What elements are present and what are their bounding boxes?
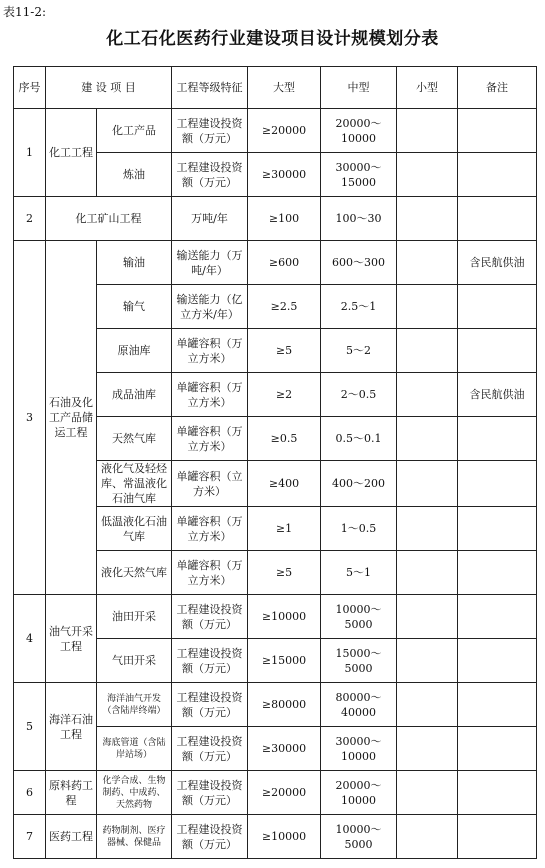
small-cell xyxy=(397,683,458,727)
table-row xyxy=(14,241,537,285)
subitem-cell: 油田开采 xyxy=(97,595,172,639)
header-no: 序号 xyxy=(14,67,46,109)
large-cell: ≥5 xyxy=(248,329,321,373)
subitem-cell: 海洋油气开发（含陆岸终端） xyxy=(97,683,172,727)
category-cell: 油气开采工程 xyxy=(46,595,97,683)
small-cell xyxy=(397,815,458,859)
medium-cell: 1～0.5 xyxy=(321,507,397,551)
large-cell: ≥1 xyxy=(248,507,321,551)
row-number: 7 xyxy=(14,815,46,859)
medium-cell: 5～2 xyxy=(321,329,397,373)
category-cell: 医药工程 xyxy=(46,815,97,859)
subitem-cell: 化学合成、生物制药、中成药、天然药物 xyxy=(97,771,172,815)
medium-cell: 20000～10000 xyxy=(321,771,397,815)
small-cell xyxy=(397,507,458,551)
large-cell: ≥10000 xyxy=(248,815,321,859)
large-cell: ≥20000 xyxy=(248,771,321,815)
small-cell xyxy=(397,285,458,329)
note-cell xyxy=(458,639,537,683)
large-cell: ≥30000 xyxy=(248,727,321,771)
feature-cell: 单罐容积（万立方米） xyxy=(172,329,248,373)
medium-cell: 2.5～1 xyxy=(321,285,397,329)
note-cell xyxy=(458,417,537,461)
medium-cell: 15000～5000 xyxy=(321,639,397,683)
subitem-cell: 气田开采 xyxy=(97,639,172,683)
subitem-cell: 液化天然气库 xyxy=(97,551,172,595)
medium-cell: 30000～15000 xyxy=(321,153,397,197)
small-cell xyxy=(397,153,458,197)
small-cell xyxy=(397,241,458,285)
medium-cell: 20000～10000 xyxy=(321,109,397,153)
feature-cell: 工程建设投资额（万元） xyxy=(172,153,248,197)
large-cell: ≥0.5 xyxy=(248,417,321,461)
feature-cell: 单罐容积（万立方米） xyxy=(172,551,248,595)
table-row xyxy=(14,815,537,859)
feature-cell: 输送能力（亿立方米/年） xyxy=(172,285,248,329)
subitem-cell: 液化气及轻烃库、常温液化石油气库 xyxy=(97,461,172,507)
medium-cell: 600～300 xyxy=(321,241,397,285)
feature-cell: 工程建设投资额（万元） xyxy=(172,595,248,639)
subitem-cell: 炼油 xyxy=(97,153,172,197)
medium-cell: 30000～10000 xyxy=(321,727,397,771)
feature-cell: 工程建设投资额（万元） xyxy=(172,727,248,771)
row-number: 1 xyxy=(14,109,46,197)
note-cell xyxy=(458,329,537,373)
medium-cell: 80000～40000 xyxy=(321,683,397,727)
note-cell xyxy=(458,595,537,639)
category-cell: 海洋石油工程 xyxy=(46,683,97,771)
header-small: 小型 xyxy=(397,67,458,109)
table-row xyxy=(14,683,537,727)
small-cell xyxy=(397,329,458,373)
small-cell xyxy=(397,197,458,241)
small-cell xyxy=(397,727,458,771)
subitem-cell: 低温液化石油气库 xyxy=(97,507,172,551)
small-cell xyxy=(397,373,458,417)
header-note: 备注 xyxy=(458,67,537,109)
large-cell: ≥400 xyxy=(248,461,321,507)
row-number: 6 xyxy=(14,771,46,815)
header-project: 建 设 项 目 xyxy=(46,67,172,109)
feature-cell: 工程建设投资额（万元） xyxy=(172,109,248,153)
small-cell xyxy=(397,461,458,507)
large-cell: ≥2 xyxy=(248,373,321,417)
feature-cell: 输送能力（万吨/年） xyxy=(172,241,248,285)
subitem-cell: 成品油库 xyxy=(97,373,172,417)
feature-cell: 工程建设投资额（万元） xyxy=(172,683,248,727)
note-cell xyxy=(458,727,537,771)
subitem-cell: 输气 xyxy=(97,285,172,329)
large-cell: ≥10000 xyxy=(248,595,321,639)
feature-cell: 工程建设投资额（万元） xyxy=(172,815,248,859)
row-number: 2 xyxy=(14,197,46,241)
header-row xyxy=(14,67,537,109)
feature-cell: 单罐容积（万立方米） xyxy=(172,373,248,417)
header-medium: 中型 xyxy=(321,67,397,109)
medium-cell: 0.5～0.1 xyxy=(321,417,397,461)
large-cell: ≥80000 xyxy=(248,683,321,727)
note-cell: 含民航供油 xyxy=(458,241,537,285)
note-cell xyxy=(458,507,537,551)
note-cell: 含民航供油 xyxy=(458,373,537,417)
medium-cell: 400～200 xyxy=(321,461,397,507)
medium-cell: 5～1 xyxy=(321,551,397,595)
medium-cell: 10000～5000 xyxy=(321,815,397,859)
note-cell xyxy=(458,285,537,329)
table-number-label: 表11-2: xyxy=(3,5,47,19)
subitem-cell: 输油 xyxy=(97,241,172,285)
table-row xyxy=(14,595,537,639)
category-cell: 石油及化工产品储运工程 xyxy=(46,241,97,595)
note-cell xyxy=(458,551,537,595)
note-cell xyxy=(458,153,537,197)
feature-cell: 单罐容积（万立方米） xyxy=(172,417,248,461)
small-cell xyxy=(397,639,458,683)
feature-cell: 万吨/年 xyxy=(172,197,248,241)
feature-cell: 单罐容积（万立方米） xyxy=(172,507,248,551)
feature-cell: 工程建设投资额（万元） xyxy=(172,639,248,683)
table-row xyxy=(14,771,537,815)
table-row xyxy=(14,197,537,241)
page-title: 化工石化医药行业建设项目设计规模划分表 xyxy=(106,29,439,49)
category-cell: 化工工程 xyxy=(46,109,97,197)
subitem-cell: 原油库 xyxy=(97,329,172,373)
note-cell xyxy=(458,461,537,507)
header-feature: 工程等级特征 xyxy=(172,67,248,109)
small-cell xyxy=(397,771,458,815)
small-cell xyxy=(397,109,458,153)
subitem-cell: 海底管道（含陆岸站场） xyxy=(97,727,172,771)
table-row xyxy=(14,109,537,153)
header-large: 大型 xyxy=(248,67,321,109)
large-cell: ≥15000 xyxy=(248,639,321,683)
medium-cell: 100～30 xyxy=(321,197,397,241)
large-cell: ≥20000 xyxy=(248,109,321,153)
large-cell: ≥100 xyxy=(248,197,321,241)
large-cell: ≥2.5 xyxy=(248,285,321,329)
note-cell xyxy=(458,815,537,859)
subitem-cell: 化工产品 xyxy=(97,109,172,153)
note-cell xyxy=(458,197,537,241)
subitem-cell: 天然气库 xyxy=(97,417,172,461)
feature-cell: 工程建设投资额（万元） xyxy=(172,771,248,815)
note-cell xyxy=(458,109,537,153)
note-cell xyxy=(458,771,537,815)
category-cell: 化工矿山工程 xyxy=(46,197,172,241)
note-cell xyxy=(458,683,537,727)
large-cell: ≥30000 xyxy=(248,153,321,197)
category-cell: 原料药工程 xyxy=(46,771,97,815)
medium-cell: 2～0.5 xyxy=(321,373,397,417)
subitem-cell: 药物制剂、医疗器械、保健品 xyxy=(97,815,172,859)
row-number: 3 xyxy=(14,241,46,595)
large-cell: ≥600 xyxy=(248,241,321,285)
large-cell: ≥5 xyxy=(248,551,321,595)
feature-cell: 单罐容积（立方米） xyxy=(172,461,248,507)
row-number: 4 xyxy=(14,595,46,683)
small-cell xyxy=(397,417,458,461)
medium-cell: 10000～5000 xyxy=(321,595,397,639)
small-cell xyxy=(397,595,458,639)
small-cell xyxy=(397,551,458,595)
design-scale-table xyxy=(13,66,537,859)
row-number: 5 xyxy=(14,683,46,771)
